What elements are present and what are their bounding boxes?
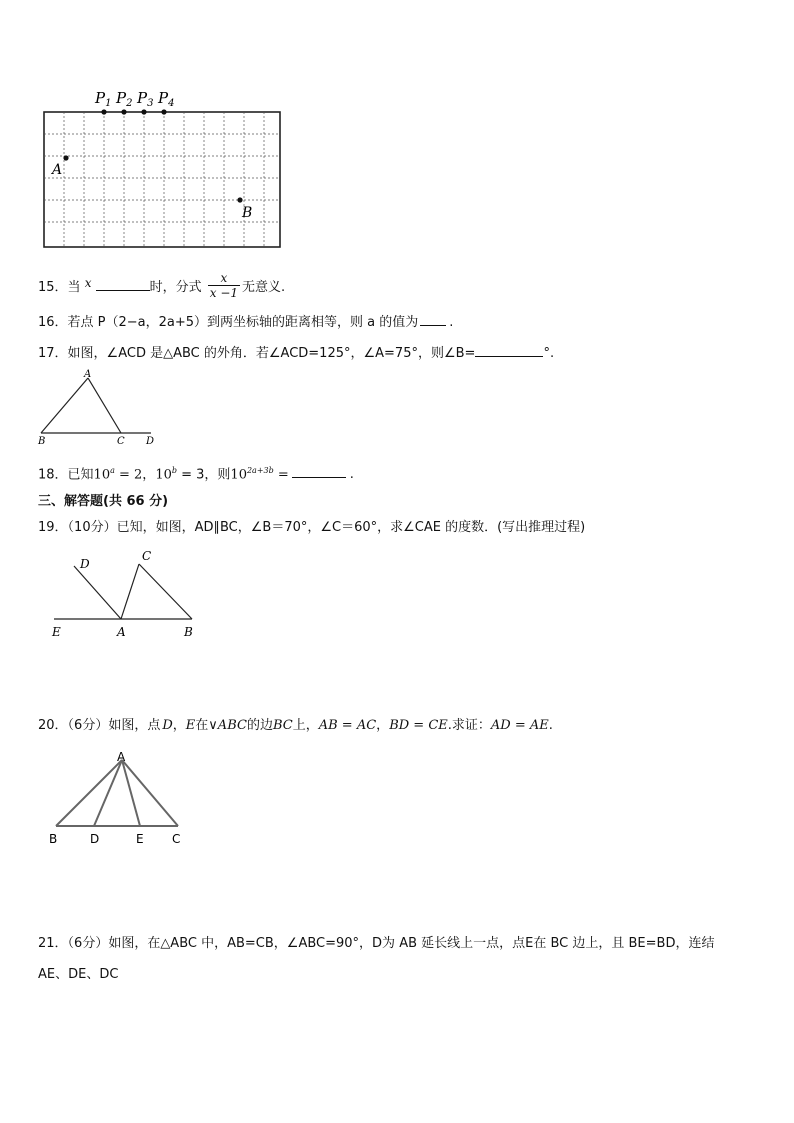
q20-bc: BC — [272, 718, 293, 733]
q18-exp1: a — [110, 466, 115, 475]
q20-mid2: 的边 — [246, 718, 273, 733]
fig17-label-a: A — [84, 369, 92, 380]
q18-blank[interactable] — [292, 465, 346, 478]
point-p1 — [101, 109, 106, 114]
q15-prefix: 15．当 — [38, 280, 81, 295]
q20-eq3: AD = AE — [490, 718, 549, 733]
q16-text: 16．若点 P（2−a，2a+5）到两坐标轴的距离相等，则 a 的值为 — [38, 315, 419, 330]
fig19-label-e: E — [52, 625, 61, 639]
fig19-label-c: C — [142, 549, 152, 563]
q15-blank[interactable] — [96, 278, 150, 291]
point-p3 — [141, 109, 146, 114]
fig17-label-c: C — [117, 436, 125, 447]
q16-blank[interactable] — [420, 313, 446, 326]
q20-tri: ∨ABC — [208, 718, 247, 733]
q20-d: D — [162, 718, 173, 733]
q15-numerator: x — [208, 271, 240, 286]
q18-prefix: 18．已知 — [38, 467, 94, 483]
label-p4: $P_4$ — [158, 89, 175, 109]
grid-figure — [40, 84, 310, 250]
q15-mid: 时，分式 — [149, 280, 202, 295]
point-p4 — [161, 109, 166, 114]
question-20 — [38, 718, 553, 734]
q20-mid1: 在 — [195, 718, 209, 733]
question-15 — [38, 273, 285, 302]
q15-var: x — [84, 276, 92, 290]
fig20-label-c: C — [172, 832, 181, 846]
fig19-label-b: B — [184, 625, 193, 639]
figure-17 — [36, 368, 166, 448]
fig20-label-a: A — [117, 750, 126, 764]
q20-eq2: BD = CE — [389, 718, 448, 733]
point-a — [63, 155, 68, 160]
q18-exp2: b — [171, 466, 177, 475]
q18-base1: 10 — [93, 467, 111, 483]
figure-20 — [44, 746, 194, 850]
fig17-label-d: D — [146, 436, 155, 447]
q18-exp3: 2a+3b — [246, 466, 274, 475]
label-a: A — [52, 162, 63, 178]
point-b — [237, 197, 242, 202]
fig20-label-d: D — [90, 832, 100, 846]
question-21-line2: AE、DE、DC — [38, 967, 119, 982]
section-3-title: 三、解答题(共 66 分) — [38, 494, 169, 509]
q18-end: . — [349, 467, 354, 483]
question-18 — [38, 463, 354, 483]
q20-e: E — [185, 718, 196, 733]
q20-prefix: 20．（6分）如图，点 — [38, 718, 161, 733]
q18-base2: 10 — [155, 467, 172, 483]
q20-mid3: 上， — [292, 718, 319, 733]
q20-eq1: AB = AC — [318, 718, 377, 733]
fig19-label-a: A — [117, 625, 126, 639]
q20-sep: ， — [376, 718, 390, 733]
q18-eq3: = — [273, 467, 289, 483]
question-21-line1: 21．（6分）如图，在△ABC 中，AB=CB，∠ABC=90°，D为 AB 延长线上一点，点E在 BC 边上，且 BE=BD，连结 — [38, 936, 715, 951]
q18-base3: 10 — [230, 467, 247, 483]
q20-end: . — [548, 718, 553, 733]
fig17-label-b: B — [38, 436, 46, 447]
q15-fraction — [208, 271, 240, 300]
label-p2: $P_2$ — [116, 89, 133, 109]
question-16 — [38, 313, 453, 331]
label-b: B — [242, 205, 253, 221]
q16-end: . — [449, 315, 454, 330]
fig19-label-d: D — [80, 557, 90, 571]
fig20-label-b: B — [49, 832, 58, 846]
q17-blank[interactable] — [475, 344, 543, 357]
question-19: 19．（10分）已知，如图，AD∥BC，∠B＝70°，∠C＝60°，求∠CAE 的度数．(写出推理过程) — [38, 520, 586, 535]
q17-end: °. — [543, 346, 555, 361]
q18-eq1: = 2， — [114, 467, 156, 483]
question-17 — [38, 344, 554, 362]
q20-mid4: .求证： — [447, 718, 491, 733]
q15-denominator: x −1 — [209, 286, 239, 300]
label-p3: $P_3$ — [137, 89, 154, 109]
q17-text: 17．如图，∠ACD 是△ABC 的外角．若∠ACD=125°，∠A=75°，则∠B= — [38, 346, 476, 361]
label-p1: $P_1$ — [95, 89, 112, 109]
q15-suffix: 无意义. — [242, 280, 286, 295]
q18-eq2: = 3，则 — [176, 467, 231, 483]
point-p2 — [121, 109, 126, 114]
fig20-label-e: E — [136, 832, 144, 846]
q20-comma: ， — [172, 718, 186, 733]
figure-19 — [46, 544, 206, 644]
